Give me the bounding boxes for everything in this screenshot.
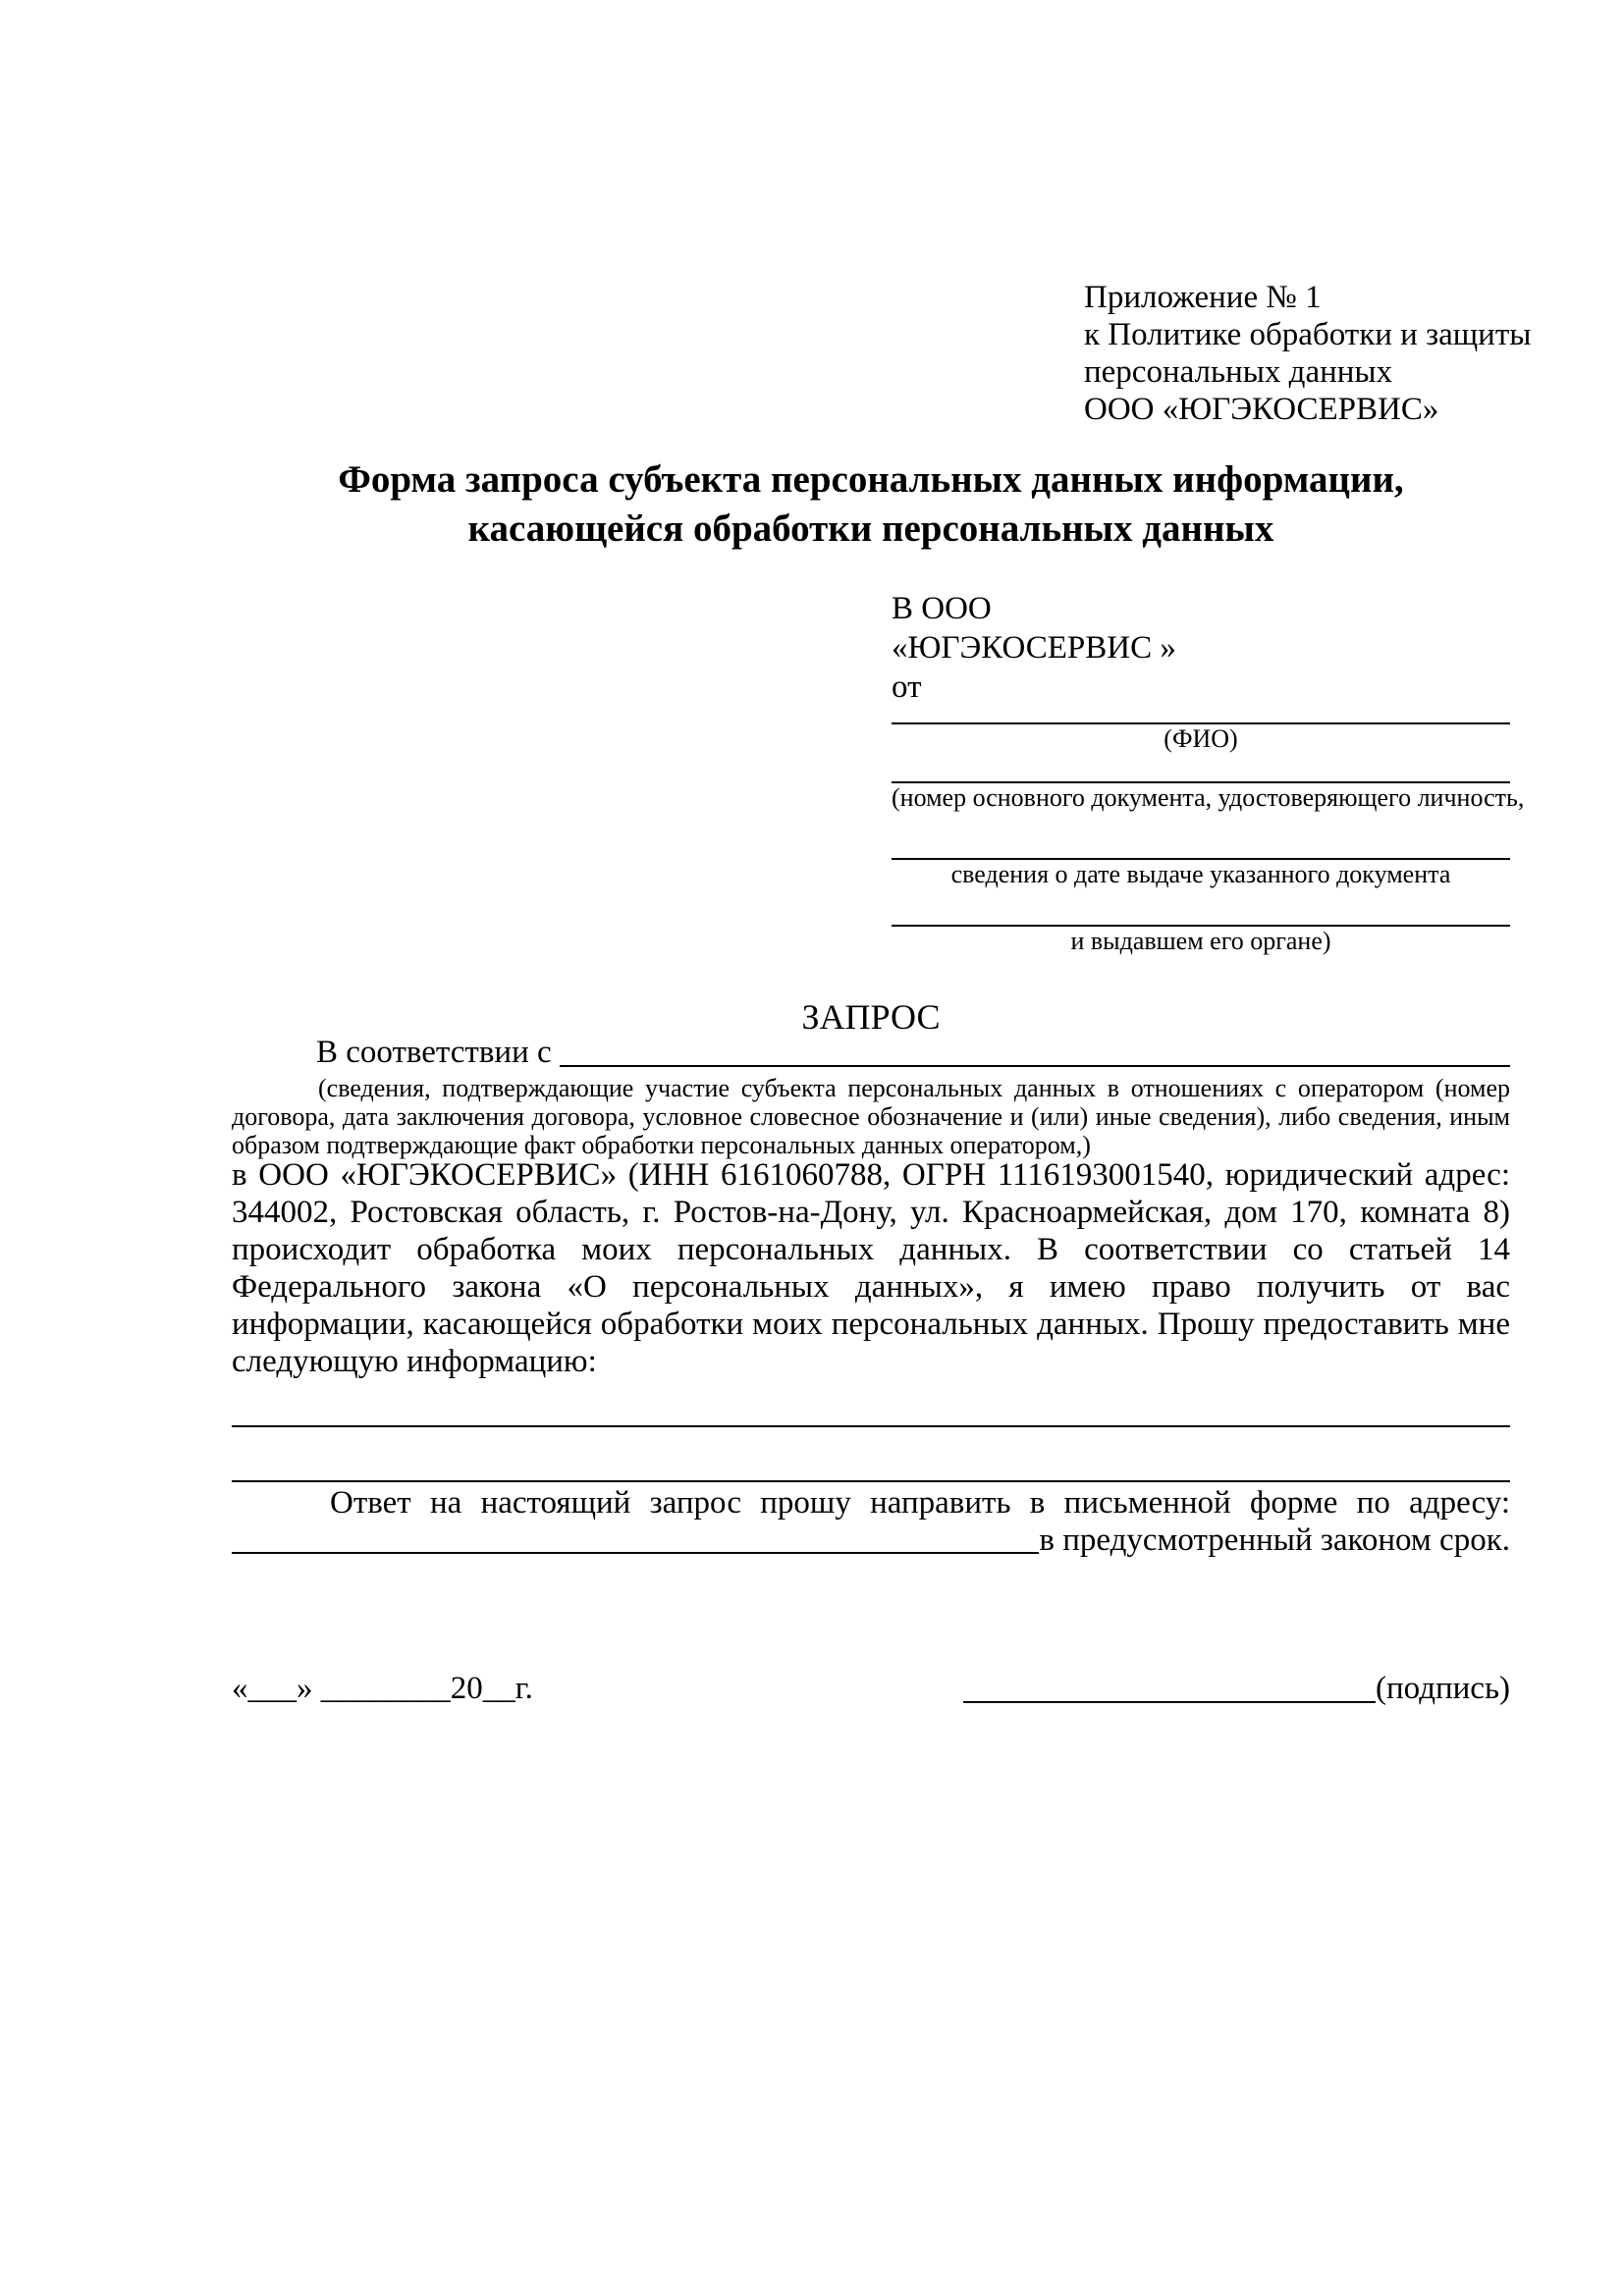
reply-line-1: Ответ на настоящий запрос прошу направить в письменной форме по адресу: [330, 1485, 1510, 1521]
addressee-block [892, 589, 1525, 956]
issuing-authority-caption: и выдавшем его органе) [1070, 927, 1331, 955]
signature-blank-line [963, 1701, 1376, 1703]
request-basis-label: В соответствии с [316, 1035, 552, 1070]
addressee-to-line-2: «ЮГЭКОСЕРВИС » [892, 630, 1176, 666]
request-basis-blank-line [560, 1065, 1510, 1067]
basis-fine-print: (сведения, подтверждающие участие субъекта персональных данных в отношениях с оператором (номер договора, дата заключения договора, условное словесное обозначение и (или) иные сведения), либо сведения, иным образом подтверждающие факт обработки персональных данных оператором,) [232, 1074, 1510, 1159]
appendix-line-2: к Политике обработки и защиты [1084, 317, 1532, 352]
request-heading: ЗАПРОС [801, 997, 941, 1037]
date-blank: «___» ________20__г. [232, 1671, 533, 1706]
reply-line-2-suffix: в предусмотренный законом срок. [1039, 1522, 1510, 1558]
addressee-from-label: от [892, 669, 922, 705]
appendix-line-3: персональных данных [1084, 354, 1393, 390]
appendix-block [1084, 279, 1531, 428]
issue-date-blank-line [892, 813, 1510, 860]
signature-caption: (подпись) [1376, 1671, 1510, 1706]
document-title-line-2: касающейся обработки персональных данных [467, 507, 1274, 550]
document-number-caption: (номер основного документа, удостоверяющего личность, [892, 783, 1525, 812]
reply-address-blank-line [232, 1552, 1039, 1554]
signature-group [963, 1669, 1510, 1708]
requested-info-blank-line-1 [232, 1388, 1510, 1427]
appendix-line-4: ООО «ЮГЭКОСЕРВИС» [1084, 392, 1439, 427]
fio-caption: (ФИО) [1164, 724, 1238, 753]
reply-paragraph [232, 1484, 1510, 1559]
issuing-authority-blank-line [892, 889, 1510, 927]
reply-line-2 [232, 1522, 1510, 1559]
addressee-to-line-1: В ООО [892, 591, 992, 626]
request-basis-row [232, 1033, 1510, 1072]
requested-info-blank-line-2 [232, 1443, 1510, 1482]
document-title [232, 455, 1510, 554]
appendix-line-1: Приложение № 1 [1084, 280, 1322, 315]
fio-blank-line [892, 707, 1510, 724]
document-number-blank-line [892, 754, 1510, 783]
request-body-paragraph: в ООО «ЮГЭКОСЕРВИС» (ИНН 6161060788, ОГРН 1116193001540, юридический адрес: 344002, Ростовская область, г. Ростов-на-Дону, ул. Красноармейская, дом 170, комната 8) происходит обработка моих персональных данных. В соответствии со статьей 14 Федерального закона «О персональных данных», я имею право получить от вас информации, касающейся обработки моих персональных данных. Прошу предоставить мне следующую информацию: [232, 1157, 1510, 1379]
issue-date-caption: сведения о дате выдаче указанного документа [950, 860, 1451, 888]
document-title-line-1: Форма запроса субъекта персональных данных информации, [338, 458, 1404, 501]
date-signature-row [232, 1669, 1510, 1708]
